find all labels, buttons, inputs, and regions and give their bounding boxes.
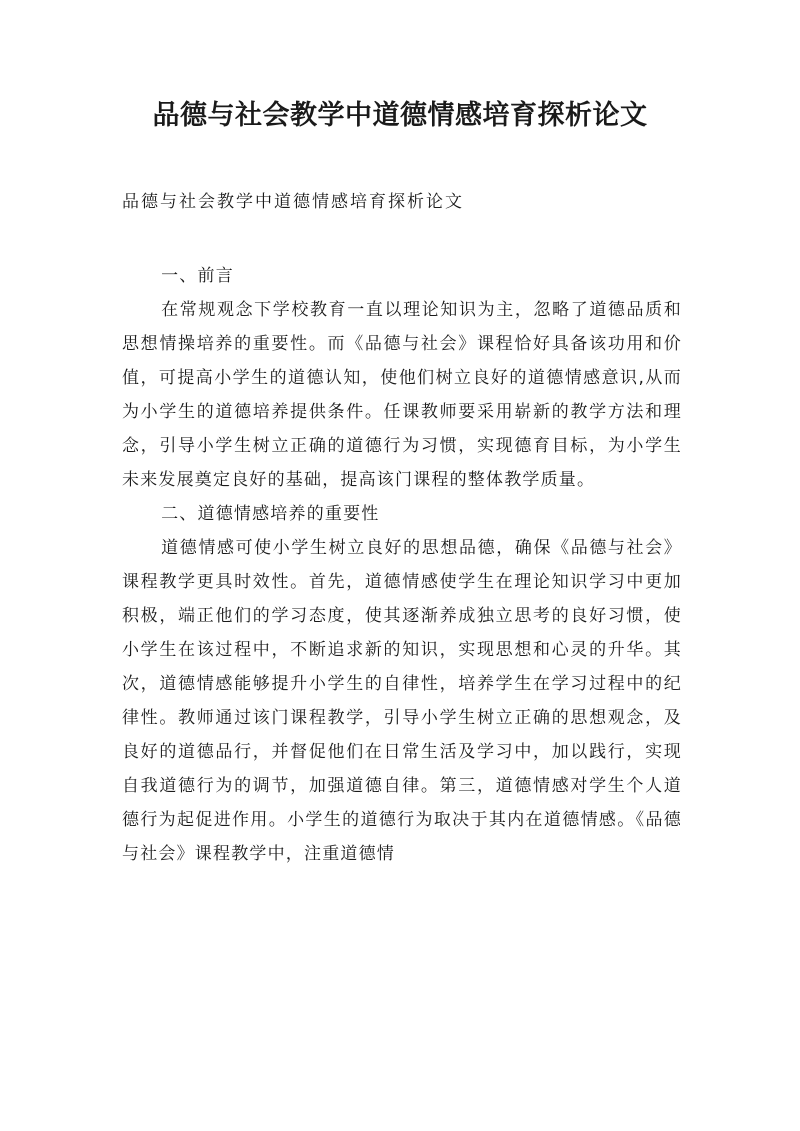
section-heading-preface: 一、前言	[161, 266, 234, 286]
section-paragraph-preface: 在常规观念下学校教育一直以理论知识为主，忽略了道德品质和思想情操培养的重要性。而《品德与社会》课程恰好具备该功用和价值，可提高小学生的道德认知，使他们树立良好的道德情感意识,从而为小学生的道德培养提供条件。任课教师要采用崭新的教学方法和理念，引导小学生树立正确的道德行为习惯，实现德育目标，为小学生未来发展奠定良好的基础，提高该门课程的整体教学质量。	[122, 300, 682, 490]
document-subtitle: 品德与社会教学中道德情感培育探析论文	[122, 192, 464, 212]
document-title: 品德与社会教学中道德情感培育探析论文	[152, 100, 648, 131]
section-paragraph-importance: 道德情感可使小学生树立良好的思想品德，确保《品德与社会》课程教学更具时效性。首先，道德情感使学生在理论知识学习中更加积极，端正他们的学习态度，使其逐渐养成独立思考的良好习惯，使小学生在该过程中，不断追求新的知识，实现思想和心灵的升华。其次，道德情感能够提升小学生的自律性，培养学生在学习过程中的纪律性。教师通过该门课程教学，引导小学生树立正确的思想观念，及良好的道德品行，并督促他们在日常生活及学习中，加以践行，实现自我道德行为的调节，加强道德自律。第三，道德情感对学生个人道德行为起促进作用。小学生的道德行为取决于其内在道德情感。《品德与社会》课程教学中，注重道德情	[122, 538, 682, 864]
section-heading-importance: 二、道德情感培养的重要性	[161, 504, 380, 524]
document-body	[122, 259, 682, 871]
